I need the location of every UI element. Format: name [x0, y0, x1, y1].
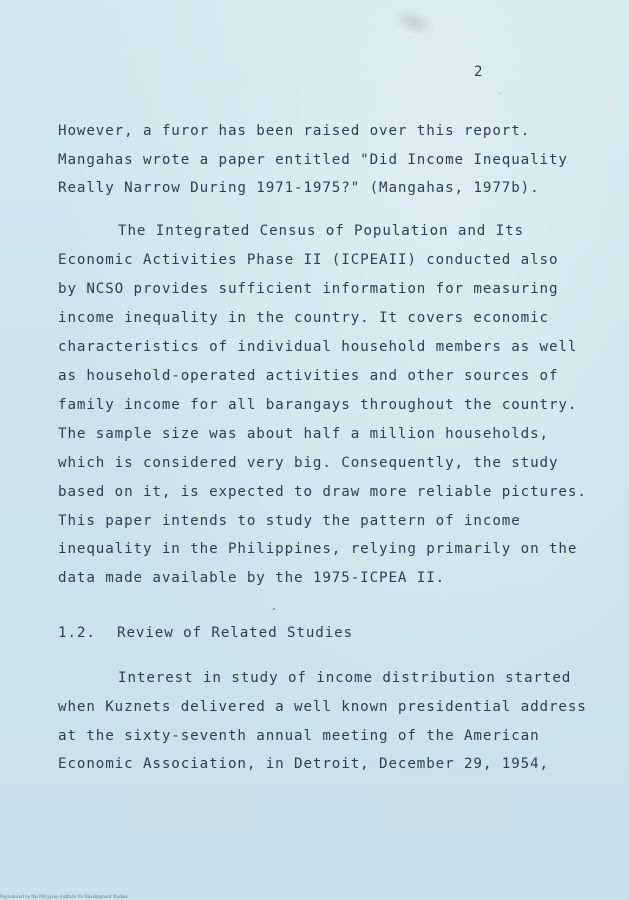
- paragraph-2-line-5: characteristics of individual household members as well: [58, 339, 578, 355]
- paragraph-3-line-2: when Kuznets delivered a well known presidential address: [58, 699, 587, 715]
- paragraph-1-line-2: Mangahas wrote a paper entitled "Did Income Inequality: [58, 152, 568, 168]
- footer-print-note: Reproduced by the Philippine Institute for Development Studies: [0, 894, 128, 899]
- paragraph-2-line-2: Economic Activities Phase II (ICPEAII) conducted also: [58, 252, 559, 268]
- paragraph-2-line-4: income inequality in the country. It covers economic: [58, 310, 549, 326]
- paragraph-2-line-9: which is considered very big. Consequently, the study: [58, 455, 559, 471]
- paragraph-2-line-3: by NCSO provides sufficient information for measuring: [58, 281, 559, 297]
- paragraph-2-line-6: as household-operated activities and other sources of: [58, 368, 559, 384]
- paragraph-2-line-12: inequality in the Philippines, relying primarily on the: [58, 541, 578, 557]
- page-number: 2: [474, 64, 483, 80]
- paragraph-3-line-1: Interest in study of income distribution started: [118, 670, 572, 686]
- paragraph-2-line-1: The Integrated Census of Population and Its: [118, 223, 524, 239]
- paragraph-2-line-11: This paper intends to study the pattern of income: [58, 513, 521, 529]
- section-number: 1.2.: [58, 625, 96, 641]
- paragraph-2-line-13: data made available by the 1975-ICPEA II.: [58, 570, 446, 586]
- paragraph-3-line-4: Economic Association, in Detroit, December 29, 1954,: [58, 756, 549, 772]
- paragraph-2-line-10: based on it, is expected to draw more reliable pictures.: [58, 484, 587, 500]
- paragraph-2-line-8: The sample size was about half a million households,: [58, 426, 549, 442]
- paragraph-3-line-3: at the sixty-seventh annual meeting of the American: [58, 728, 540, 744]
- paragraph-1-line-1: However, a furor has been raised over this report.: [58, 123, 531, 139]
- section-title: Review of Related Studies: [117, 625, 354, 641]
- paper-speck: [273, 608, 275, 610]
- paragraph-1-line-3: Really Narrow During 1971-1975?" (Mangahas, 1977b).: [58, 180, 540, 196]
- paper-smudge: [389, 4, 438, 40]
- paragraph-2-line-7: family income for all barangays throughout the country.: [58, 397, 578, 413]
- paper-speck: [499, 93, 500, 94]
